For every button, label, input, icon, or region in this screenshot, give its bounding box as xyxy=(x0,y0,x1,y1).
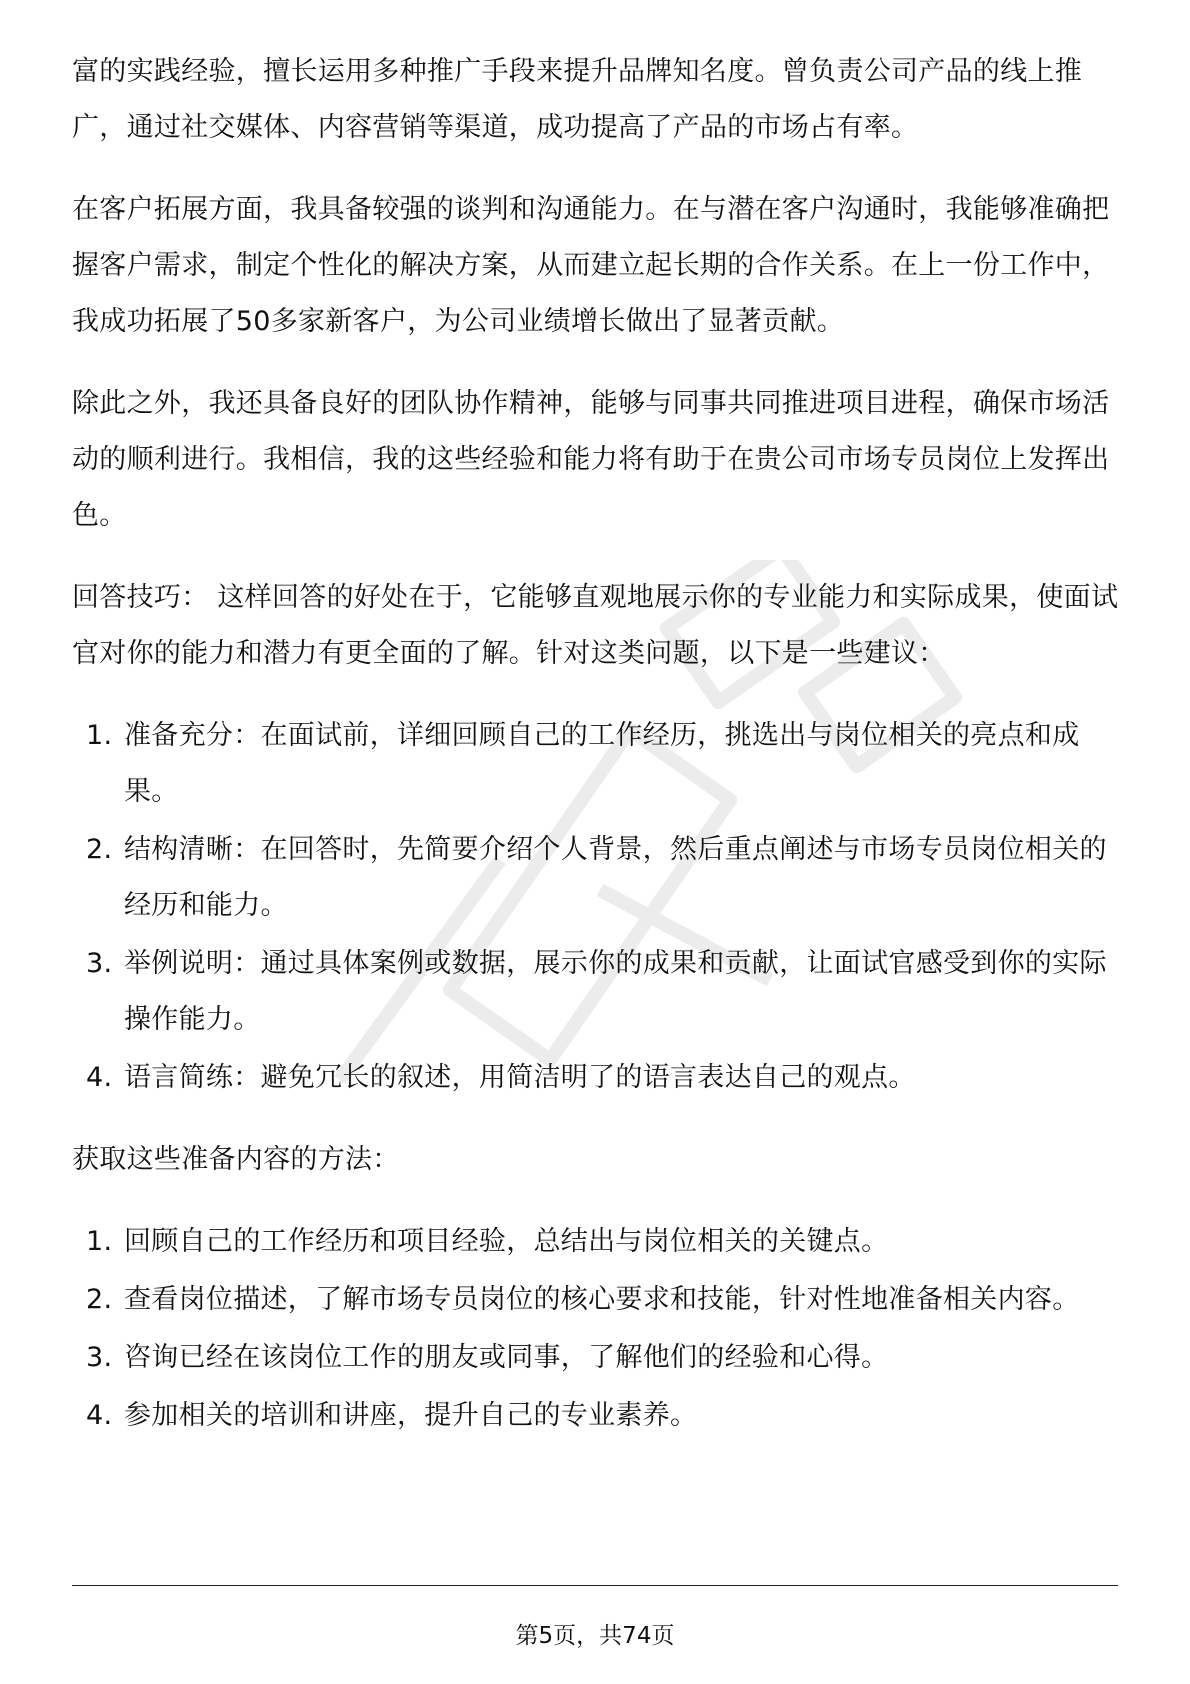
list-item xyxy=(72,1050,1122,1106)
list-item-text: 参加相关的培训和讲座，提升自己的专业素养。 xyxy=(124,1400,698,1431)
page-number: 第5页，共74页 xyxy=(515,1623,675,1649)
list-number: 2. xyxy=(86,1284,113,1315)
paragraph-answer-tips: 回答技巧： 这样回答的好处在于，它能够直观地展示你的专业能力和实际成果，使面试官对你的能力和潜力有更全面的了解。针对这类问题，以下是一些建议： xyxy=(72,582,1119,669)
list-item-text: 咨询已经在该岗位工作的朋友或同事，了解他们的经验和心得。 xyxy=(124,1342,889,1373)
list-number: 1. xyxy=(86,1226,113,1257)
list-number: 4. xyxy=(86,1062,113,1093)
list-item-text: 举例说明：通过具体案例或数据，展示你的成果和贡献，让面试官感受到你的实际操作能力。 xyxy=(124,948,1107,1035)
list-item-text: 查看岗位描述，了解市场专员岗位的核心要求和技能，针对性地准备相关内容。 xyxy=(124,1284,1080,1315)
tips-list xyxy=(72,708,1122,1106)
paragraph-teamwork: 除此之外，我还具备良好的团队协作精神，能够与同事共同推进项目进程，确保市场活动的顺利进行。我相信，我的这些经验和能力将有助于在贵公司市场专员岗位上发挥出色。 xyxy=(72,388,1110,531)
list-number: 3. xyxy=(86,1342,113,1373)
list-number: 2. xyxy=(86,834,113,865)
list-item xyxy=(72,1330,1122,1386)
list-item-text: 回顾自己的工作经历和项目经验，总结出与岗位相关的关键点。 xyxy=(124,1226,889,1257)
list-item xyxy=(72,936,1122,1048)
footer-divider xyxy=(72,1585,1118,1586)
methods-heading: 获取这些准备内容的方法： xyxy=(72,1144,400,1175)
paragraph-client-expansion: 在客户拓展方面，我具备较强的谈判和沟通能力。在与潜在客户沟通时，我能够准确把握客户需求，制定个性化的解决方案，从而建立起长期的合作关系。在上一份工作中，我成功拓展了50多家新客户，为公司业绩增长做出了显著贡献。 xyxy=(72,194,1110,337)
list-item xyxy=(72,822,1122,934)
paragraph-experience: 富的实践经验，擅长运用多种推广手段来提升品牌知名度。曾负责公司产品的线上推广，通过社交媒体、内容营销等渠道，成功提高了产品的市场占有率。 xyxy=(72,56,1083,143)
list-item-text: 结构清晰：在回答时，先简要介绍个人背景，然后重点阐述与市场专员岗位相关的经历和能力。 xyxy=(124,834,1107,921)
list-number: 1. xyxy=(86,720,113,751)
list-item xyxy=(72,1214,1122,1270)
list-item xyxy=(72,1388,1122,1444)
list-number: 4. xyxy=(86,1400,113,1431)
methods-list xyxy=(72,1214,1122,1444)
list-item-text: 准备充分：在面试前，详细回顾自己的工作经历，挑选出与岗位相关的亮点和成果。 xyxy=(124,720,1080,807)
document-body xyxy=(72,44,1122,1470)
list-item-text: 语言简练：避免冗长的叙述，用简洁明了的语言表达自己的观点。 xyxy=(124,1062,916,1093)
list-item xyxy=(72,1272,1122,1328)
list-number: 3. xyxy=(86,948,113,979)
list-item xyxy=(72,708,1122,820)
